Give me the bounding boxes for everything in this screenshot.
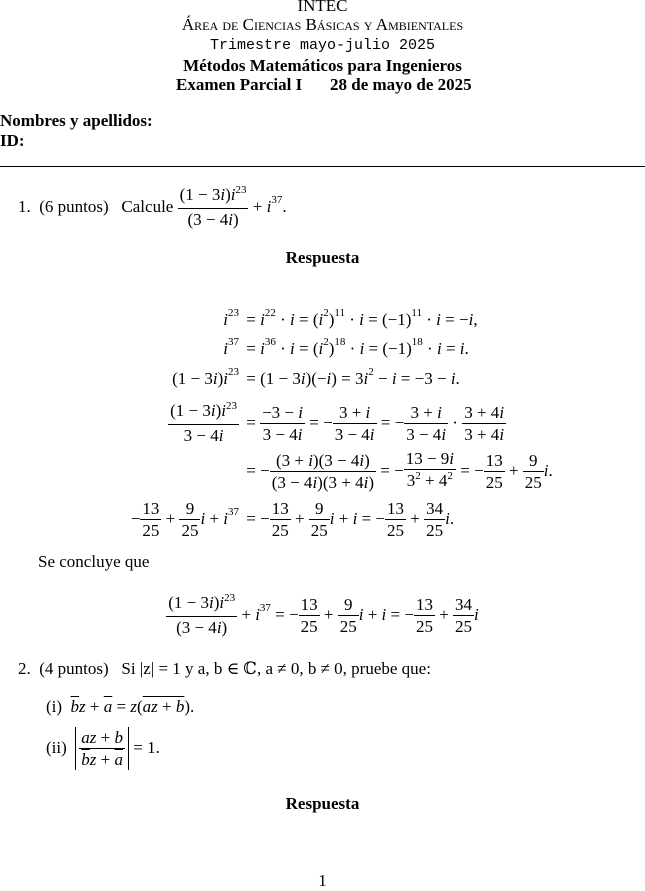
problem-2-part-i: (i) $\overline{b}z + \overline{a} = z(az + b)$. — [46, 697, 195, 716]
course-title: Métodos Matemáticos para Ingenieros — [183, 56, 462, 75]
problem-2-number: 2. — [18, 659, 31, 678]
problem-1-points: (6 puntos) — [39, 197, 109, 216]
trimester: Trimestre mayo-julio 2025 — [209, 37, 436, 54]
answer-heading-1: Respuesta — [285, 248, 360, 267]
answer-heading-2: Respuesta — [285, 794, 360, 813]
part-ii-label: (ii) — [46, 738, 67, 757]
equation-row: (1 − 3 i ) i $^{23}$ = (1 − 3 i )(− i ) = 3 i $^2$ − i = −3 − i . — [172, 366, 460, 388]
part-i-label: (i) — [46, 697, 63, 716]
conclusion-equation: $\frac{(1 - 3i)i^{23}}{(3 - 4i)}$ + i $^{37}$ = − $\frac{13}{25}$ + $\frac{9}{25}$ i + i = − $\frac{13}{25}$ + $\frac{34}{25}$ i — [168, 592, 479, 637]
name-label: Nombres y apellidos: — [0, 111, 153, 130]
equation-row: $\frac{(1 - 3i)i^{23}}{3 - 4i}$ = $\frac{-3 - i}{3 - 4i}$ = − $\frac{3 + i}{3 - 4i}$ = − $\frac{3 + i}{3 - 4i}$ · $\frac{3 + 4i}{3 + 4i}$ — [170, 400, 505, 445]
department-initial: Á — [181, 15, 195, 34]
problem-2-part-ii: (ii) $\frac{az + b}{\overline{b}z + \overline{a}}$ = 1. — [46, 727, 160, 769]
exam-date: 28 de mayo de 2025 — [330, 75, 472, 94]
equation-row: = − $\frac{(3 + i)(3 - 4i)}{(3 - 4i)(3 + 4i)}$ = − $\frac{13 - 9i}{3^2 + 4^2}$ = − $\frac{13}{25}$ + $\frac{9}{25}$ i . — [242, 449, 553, 492]
problem-1-number: 1. — [18, 197, 31, 216]
institution-name: INTEC — [297, 0, 348, 15]
header-divider — [0, 166, 645, 167]
department-name — [0, 15, 645, 35]
problem-1-fraction: $\frac{(1 - 3i)i^{23}}{(3 - 4i)}$ — [179, 184, 247, 229]
page-number: 1 — [318, 871, 327, 890]
department-rest: rea de Ciencias Básicas y Ambientales — [194, 15, 464, 34]
equation-row: i $^{37}$ = i $^{36}$ · i = ( i $^2$ ) $^{18}$ · i = (−1) $^{18}$ · i = i . — [223, 336, 469, 358]
problem-2-condition: Si |z| = 1 y a, b ∈ ℂ, a ≠ 0, b ≠ 0, pruebe que: — [121, 659, 431, 678]
equation-row: i $^{23}$ = i $^{22}$ · i = ( i $^2$ ) $^{11}$ · i = (−1) $^{11}$ · i = − i , — [223, 307, 478, 329]
conclusion-text: Se concluye que — [38, 552, 150, 571]
equation-row: − $\frac{13}{25}$ + $\frac{9}{25}$ i + i $^{37}$ = − $\frac{13}{25}$ + $\frac{9}{25}$ i + i = − $\frac{13}{25}$ + $\frac{34}{25}$ i . — [130, 498, 455, 540]
problem-2-points: (4 puntos) — [39, 659, 109, 678]
problem-2-statement — [18, 659, 431, 679]
problem-1-statement: 1. (6 puntos) Calcule $\frac{(1 - 3i)i^{23}}{(3 - 4i)}$ + i $^{37}$ . — [18, 184, 287, 229]
problem-1-instruction: Calcule — [121, 197, 174, 216]
exam-title: Examen Parcial I — [176, 75, 303, 94]
id-label: ID: — [0, 131, 25, 150]
